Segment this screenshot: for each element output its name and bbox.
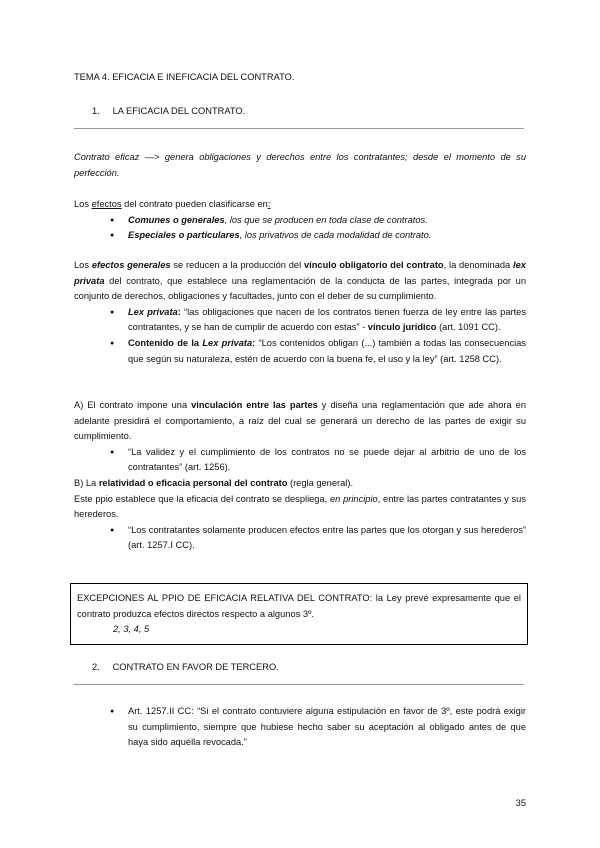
part-a-paragraph xyxy=(74,398,526,445)
bold-run: vinculación entre las partes xyxy=(191,400,318,410)
text-run: y diseña una reglamentación que ade ahora en adelante presidirá el comportamiento, a raíz del cual se generará un derecho de las partes de exigir su cumplimiento. xyxy=(74,400,526,442)
text-run: , la denominada xyxy=(443,260,514,270)
section-1-heading xyxy=(74,104,526,120)
item-term: Lex privata xyxy=(128,306,178,317)
list-item xyxy=(110,213,526,229)
article-block xyxy=(74,704,526,751)
section-2-title: CONTRATO EN FAVOR DE TERCERO. xyxy=(112,662,279,672)
bold-run: relatividad o eficacia personal del contrato xyxy=(98,478,288,488)
item-bold: vínculo jurídico xyxy=(367,322,437,333)
part-a-block xyxy=(74,398,526,476)
classification-list xyxy=(74,213,526,244)
document-title xyxy=(74,70,526,86)
item-colon: : xyxy=(177,306,181,317)
exceptions-numbers: 2, 3, 4, 5 xyxy=(113,624,150,635)
list-item xyxy=(110,336,526,367)
list-item: ● Art. 1257.II CC: “Si el contrato contuviere alguna estipulación en favor de 3º, este podrá exigir su cumplimiento, siempre que hubiese hecho saber su aceptación al obligado antes de que haya sido aquélla revocada.” xyxy=(110,704,526,751)
bold-italic-run: efectos generales xyxy=(91,260,171,270)
article-list xyxy=(74,704,526,751)
section-1-divider xyxy=(74,128,524,129)
text-run: , entre las partes contratantes y sus herederos. xyxy=(74,493,526,520)
efectos-underlined: efectos xyxy=(91,199,122,209)
text-run: del contrato, que establece una reglamentación de la conducta de las partes, integrada por un conjunto de derechos, obligaciones y facultades, junto con el deber de su cumplimiento. xyxy=(74,275,526,302)
classification-colon: : xyxy=(267,199,271,209)
part-a-list xyxy=(74,445,526,476)
part-b-heading xyxy=(74,476,526,492)
item-term-pre: Contenido de la xyxy=(128,337,203,348)
definition-arrow: —> xyxy=(139,152,165,162)
list-item: ● “La validez y el cumplimiento de los contratos no se puede dejar al arbitrio de uno de los contratantes” (art. 1256). xyxy=(110,445,526,476)
definition-text: genera obligaciones y derechos entre los contratantes; desde el momento de su perfección. xyxy=(74,152,526,178)
exceptions-box xyxy=(70,583,528,645)
document-title-text: TEMA 4. EFICACIA E INEFICACIA DEL CONTRATO. xyxy=(74,72,295,82)
section-2-heading xyxy=(74,660,526,676)
text-run: B) La xyxy=(74,478,99,488)
exceptions-list xyxy=(77,622,521,638)
exceptions-text: EXCEPCIONES AL PPIO DE EFICACIA RELATIVA DEL CONTRATO: la Ley prevé expresamente que el contrato produzca efectos directos respecto a algunos 3º. xyxy=(77,593,521,619)
section-2-divider xyxy=(74,684,524,685)
list-item xyxy=(110,228,526,244)
item-colon: : xyxy=(252,337,256,348)
text-run: A) El contrato impone una xyxy=(74,400,192,410)
item-text: , los privativos de cada modalidad de contrato. xyxy=(239,230,432,241)
classification-pre: Los xyxy=(74,199,92,209)
general-effects-list xyxy=(74,305,526,367)
text-run: Este ppio establece que la eficacia del contrato se despliega, xyxy=(74,493,330,504)
definition-paragraph xyxy=(74,150,526,181)
classification-intro xyxy=(74,197,526,213)
item-text: “Los contenidos obligan (...) también a todas las consecuencias que según su naturaleza, estén de acuerdo con la buena fe, el uso y la ley” (art. 1258 CC). xyxy=(128,337,526,364)
item-term: Comunes o generales xyxy=(128,214,225,225)
section-1-number: 1. xyxy=(92,106,100,116)
general-effects-block xyxy=(74,258,526,367)
section-1-title: LA EFICACIA DEL CONTRATO. xyxy=(112,106,246,116)
list-item: ● “Los contratantes solamente producen efectos entre las partes que los otorgan y sus herederos” (art. 1257.I CC). xyxy=(110,523,526,554)
part-b-block xyxy=(74,476,526,554)
part-b-paragraph xyxy=(74,492,526,523)
text-run: se reducen a la producción del xyxy=(170,260,304,270)
bold-run: vínculo obligatorio del contrato xyxy=(303,260,444,270)
general-effects-paragraph xyxy=(74,258,526,305)
page-number: 35 xyxy=(515,798,526,808)
bold-italic-run: lex privata xyxy=(74,260,526,286)
item-text: , los que se producen en toda clase de contratos. xyxy=(224,214,428,225)
section-2-number: 2. xyxy=(92,662,100,672)
definition-term: Contrato eficaz xyxy=(74,152,140,162)
item-text: “las obligaciones que nacen de los contratos tienen fuerza de ley entre las partes contratantes, y se han de cumplir de acuerdo con estas” - xyxy=(128,306,526,333)
list-item xyxy=(110,305,526,336)
item-term: Lex privata xyxy=(202,337,253,348)
item-term: Especiales o particulares xyxy=(128,230,240,241)
item-tail: (art. 1091 CC). xyxy=(436,322,501,333)
text-run: Los xyxy=(74,260,92,270)
italic-run: en principio xyxy=(329,493,378,504)
classification-mid: del contrato pueden clasificarse en xyxy=(121,199,268,209)
classification-block xyxy=(74,197,526,244)
part-b-list xyxy=(74,523,526,554)
text-run: (regla general). xyxy=(287,478,354,488)
